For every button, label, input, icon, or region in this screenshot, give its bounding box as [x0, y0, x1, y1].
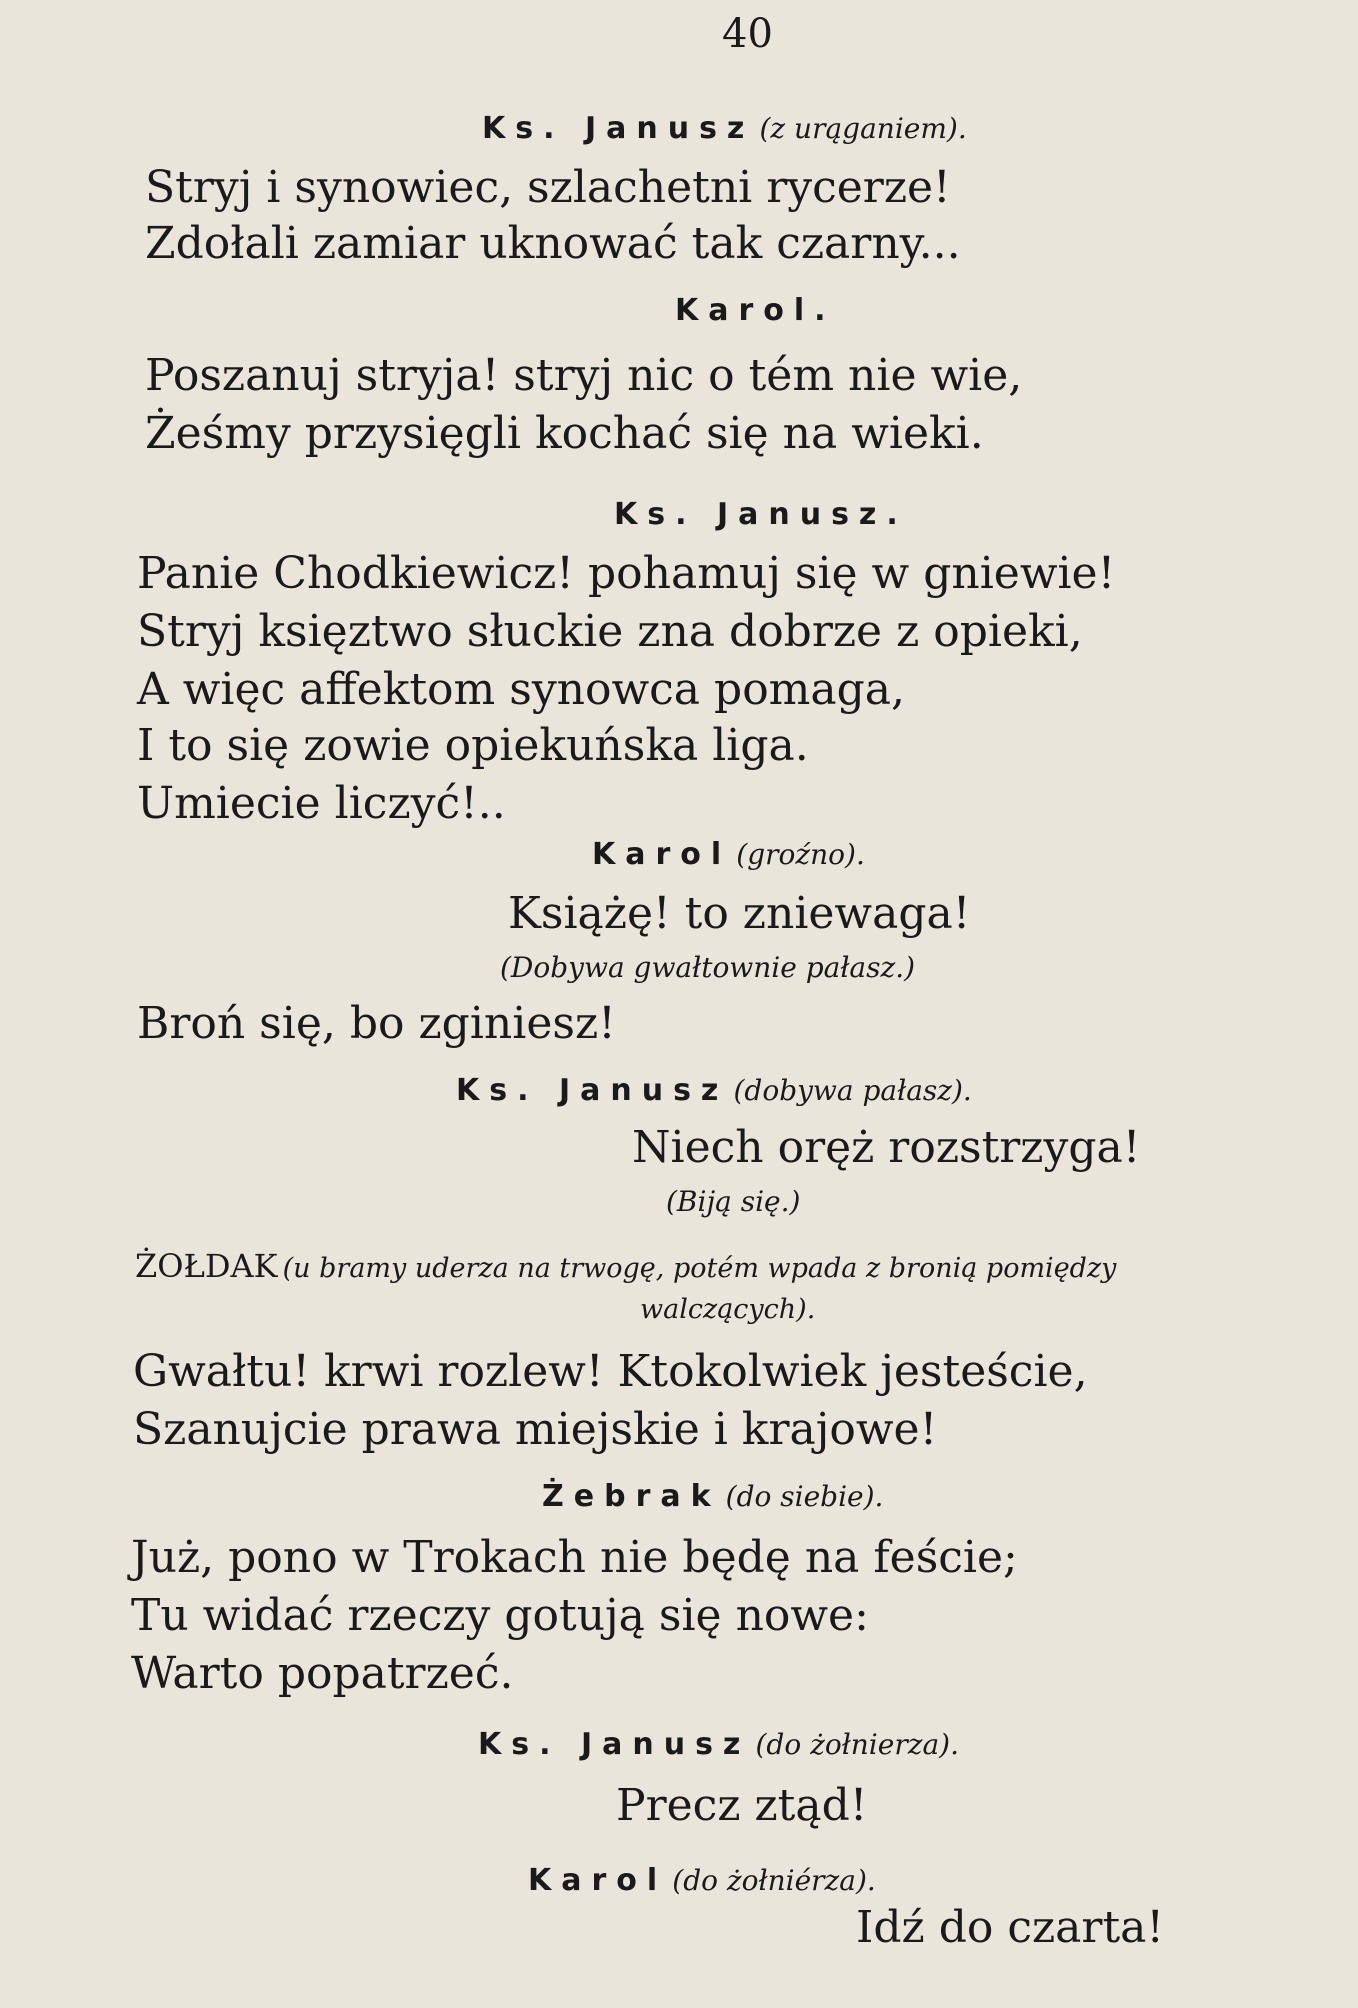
speaker-line	[478, 1727, 959, 1762]
stage-direction: (dobywa pałasz).	[733, 1074, 972, 1107]
speaker-name: Karol	[592, 837, 732, 872]
speaker-line	[482, 111, 967, 146]
speaker-line	[135, 1247, 1117, 1285]
page-number: 40	[722, 11, 773, 57]
verse-line: Gwałtu! krwi rozlew! Ktokolwiek jesteście,	[133, 1346, 1088, 1397]
verse-line: Umiecie liczyć!..	[137, 778, 506, 829]
verse-line: Warto popatrzeć.	[131, 1648, 514, 1699]
verse-line: Szanujcie prawa miejskie i krajowe!	[133, 1404, 938, 1455]
speaker-name: Karol	[528, 1863, 668, 1898]
verse-line: Niech oręż rozstrzyga!	[632, 1122, 1141, 1173]
verse-line: Broń się, bo zginiesz!	[137, 998, 616, 1049]
stage-direction: (do siebie).	[725, 1480, 884, 1513]
speaker-name: Żebrak	[542, 1479, 721, 1514]
verse-line: Idź do czarta!	[856, 1902, 1165, 1953]
speaker-name: Ks. Janusz	[456, 1073, 729, 1108]
verse-line: A więc affektom synowca pomaga,	[137, 664, 906, 715]
verse-line: Tu widać rzeczy gotują się nowe:	[131, 1590, 869, 1641]
stage-direction: (Biją się.)	[666, 1185, 801, 1218]
verse-line: Książę! to zniewaga!	[508, 888, 971, 939]
stage-direction: (u bramy uderza na trwogę, potém wpada z bronią pomiędzy	[282, 1253, 1117, 1284]
speaker-name: Ks. Janusz	[482, 111, 755, 146]
verse-line: Stryj księztwo słuckie zna dobrze z opieki,	[137, 606, 1083, 657]
stage-direction: (do żołniérza).	[672, 1864, 876, 1897]
verse-line: Zdołali zamiar uknować tak czarny...	[145, 218, 961, 269]
speaker-name: Ks. Janusz.	[614, 497, 908, 532]
verse-line: Stryj i synowiec, szlachetni rycerze!	[145, 162, 951, 213]
verse-line: I to się zowie opiekuńska liga.	[137, 720, 809, 771]
verse-line: Żeśmy przysięgli kochać się na wieki.	[145, 408, 984, 459]
stage-direction: walczących).	[640, 1294, 816, 1325]
speaker-name: Ks. Janusz	[478, 1727, 751, 1762]
speaker-line	[542, 1479, 884, 1514]
speaker-name: ŻOŁDAK	[135, 1247, 278, 1285]
verse-line: Już, pono w Trokach nie będę na feście;	[131, 1532, 1018, 1583]
verse-line: Precz ztąd!	[616, 1780, 868, 1831]
verse-line: Panie Chodkiewicz! pohamuj się w gniewie!	[137, 548, 1116, 599]
stage-direction: (do żołnierza).	[755, 1728, 959, 1761]
speaker-line	[592, 837, 865, 872]
verse-line: Poszanuj stryja! stryj nic o tém nie wie,	[145, 350, 1023, 401]
speaker-line	[528, 1863, 876, 1898]
speaker-name: Karol.	[675, 293, 836, 328]
stage-direction: (z urąganiem).	[759, 112, 967, 145]
stage-direction: (Dobywa gwałtownie pałasz.)	[500, 951, 916, 984]
stage-direction: (groźno).	[736, 838, 865, 871]
speaker-line	[456, 1073, 972, 1108]
